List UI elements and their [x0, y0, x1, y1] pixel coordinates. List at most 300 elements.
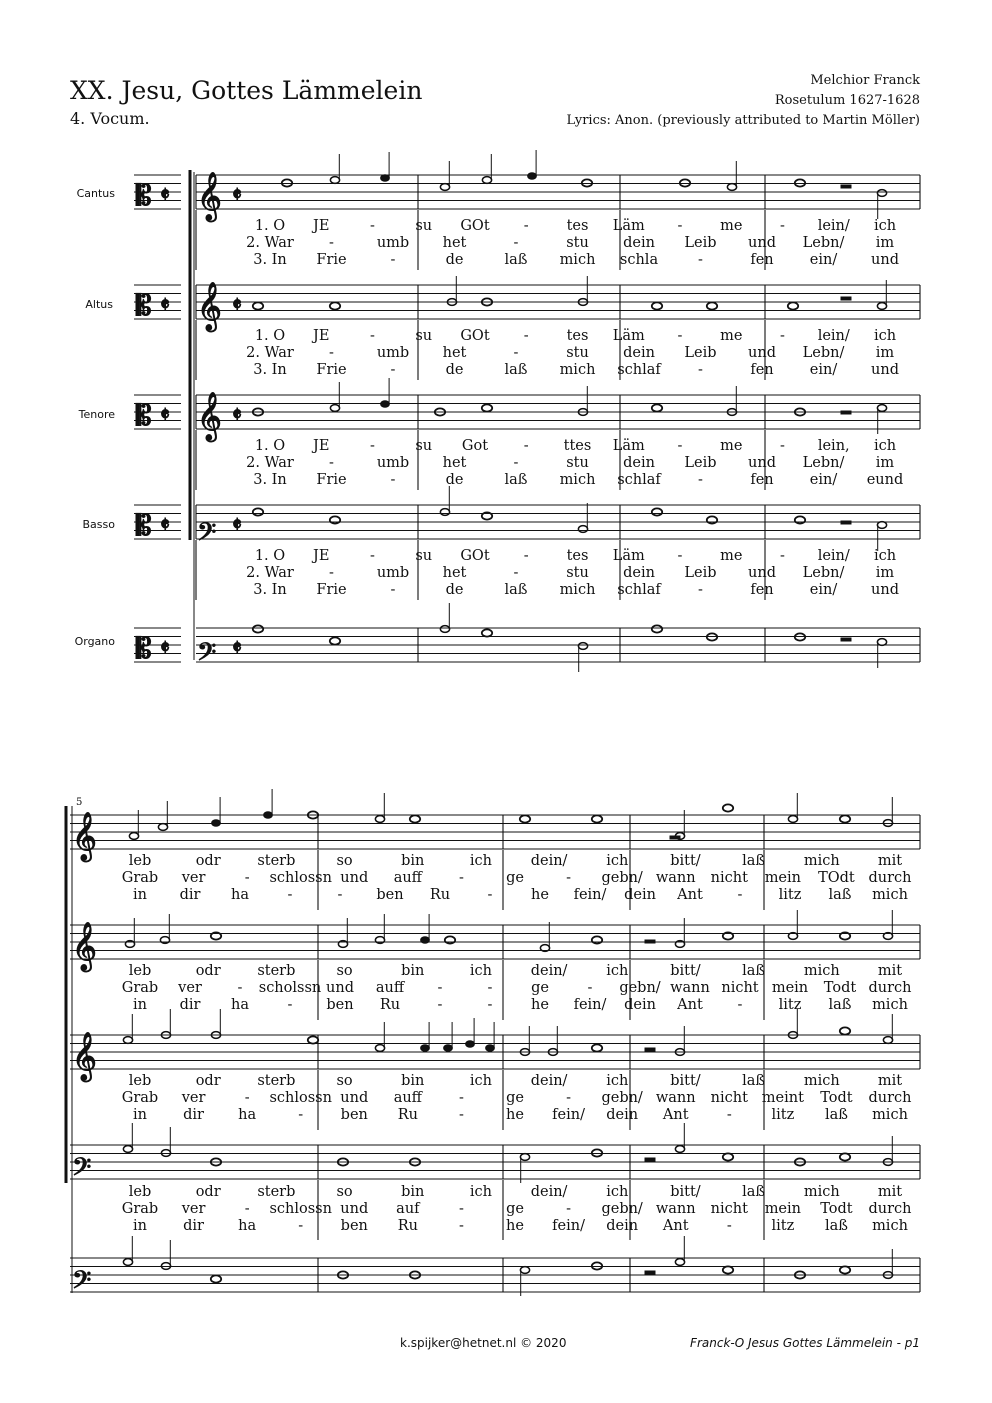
sys2-tenore-syllable: dein — [606, 1107, 639, 1123]
half-note — [129, 833, 138, 840]
sys1-basso-syllable: - — [390, 582, 396, 598]
whole-note — [482, 404, 492, 411]
whole-note — [592, 815, 602, 822]
sys2-tenore-syllable: meint — [761, 1090, 804, 1106]
sys2-altus-syllable: laß — [742, 963, 766, 979]
half-note — [877, 303, 886, 310]
sys2-altus-syllable: sterb — [257, 963, 296, 979]
sys1-basso-syllable: ein/ — [809, 582, 838, 598]
sys2-basso-syllable: gebn/ — [601, 1201, 643, 1217]
sys1-basso-syllable: - — [513, 565, 519, 581]
sys1-altus-syllable: stu — [566, 345, 589, 361]
whole-note — [707, 302, 717, 309]
sys2-altus-syllable: ver — [178, 980, 202, 996]
sys1-altus-syllable: 1. O — [254, 328, 286, 344]
sys2-altus-syllable: nicht — [721, 980, 759, 996]
whole-note — [520, 815, 530, 822]
whole-note — [795, 179, 805, 186]
sys2-tenore-syllable: - — [726, 1107, 732, 1123]
sys1-basso-syllable: - — [780, 548, 785, 564]
sys2-cantus-syllable: - — [287, 887, 293, 903]
sys2-cantus-syllable: - — [487, 887, 493, 903]
sys2-altus-syllable: litz — [778, 997, 802, 1013]
rest — [841, 185, 851, 188]
composer-credit: Melchior Franck — [810, 73, 920, 88]
sys2-cantus-syllable: leb — [128, 853, 152, 869]
sys1-cantus-syllable: me — [720, 218, 743, 234]
sys2-altus-syllable: odr — [195, 963, 221, 979]
sys2-altus-syllable: in — [133, 997, 147, 1013]
half-note — [440, 184, 449, 191]
sys2-basso-syllable: so — [336, 1184, 353, 1200]
sys1-tenore-syllable: - — [677, 438, 683, 454]
sys1-basso-syllable: mich — [559, 582, 596, 598]
half-note — [375, 816, 384, 823]
sys2-cantus-syllable: dein — [624, 887, 656, 903]
sys2-tenore-syllable: und — [340, 1090, 369, 1106]
sys2-tenore-syllable: so — [336, 1073, 353, 1089]
whole-note — [592, 1149, 602, 1156]
sys2-basso-syllable: fein/ — [552, 1218, 585, 1234]
sys1-basso-syllable: 1. O — [254, 548, 286, 564]
sys2-tenore-syllable: ha — [238, 1107, 257, 1123]
sys2-tenore-syllable: Ru — [397, 1107, 418, 1123]
time-signature-icon: 𝄵 — [160, 293, 170, 318]
sys1-tenore-syllable: 2. War — [246, 455, 294, 471]
sys1-tenore-syllable: im — [875, 455, 895, 471]
sys1-altus-syllable: Lebn/ — [802, 345, 845, 361]
sys2-basso-syllable: ich — [606, 1184, 629, 1200]
sys2-basso-syllable: mein — [764, 1201, 802, 1217]
sys1-altus-syllable: lein/ — [817, 328, 850, 344]
sys2-cantus-syllable: auff — [393, 870, 423, 886]
sys2-altus-syllable: - — [487, 997, 493, 1013]
sys2-tenore-syllable: - — [244, 1090, 250, 1106]
sys2-basso-syllable: leb — [128, 1184, 152, 1200]
sys1-altus-syllable: 3. In — [253, 362, 287, 378]
whole-note — [840, 1027, 850, 1034]
sys2-basso-syllable: - — [244, 1201, 250, 1217]
measure-number: 5 — [76, 797, 83, 808]
sys2-basso-syllable: ben — [340, 1218, 368, 1234]
sys1-cantus-syllable: Lebn/ — [802, 235, 845, 251]
sys2-altus-syllable: - — [487, 980, 493, 996]
sys2-basso-syllable: dein — [606, 1218, 639, 1234]
sys2-altus-syllable: - — [437, 997, 443, 1013]
sys2-tenore-syllable: he — [506, 1107, 524, 1123]
sys2-cantus-syllable: durch — [868, 870, 912, 886]
half-note — [440, 626, 449, 633]
sys2-basso-syllable: ha — [238, 1218, 257, 1234]
sys2-altus-syllable: mit — [877, 963, 903, 979]
treble-clef-icon: 𝄞 — [72, 811, 97, 860]
sys2-tenore-syllable: fein/ — [552, 1107, 585, 1123]
source-credit: Rosetulum 1627-1628 — [774, 93, 920, 108]
sys1-tenore-syllable: - — [370, 438, 375, 454]
sys2-basso-syllable: Ant — [662, 1218, 689, 1234]
sys2-basso-syllable: ge — [506, 1201, 524, 1217]
whole-note — [482, 629, 492, 636]
sys1-tenore-syllable: JE — [313, 438, 330, 454]
sys1-altus-syllable: fen — [750, 362, 774, 378]
bass-clef-icon: 𝄢 — [197, 638, 217, 673]
whole-note — [840, 815, 850, 822]
voice-label-cantus: Cantus — [76, 187, 115, 200]
sys1-cantus-syllable: tes — [566, 218, 589, 234]
page-title: XX. Jesu, Gottes Lämmelein — [70, 76, 423, 105]
quarter-note — [381, 401, 390, 408]
sys1-tenore-syllable: dein — [623, 455, 655, 471]
sys2-cantus-syllable: laß — [742, 853, 766, 869]
whole-note — [592, 1262, 602, 1269]
sys1-altus-syllable: umb — [376, 345, 410, 361]
sys2-basso-syllable: auf — [396, 1201, 420, 1217]
footer-page-label: Franck-O Jesus Gottes Lämmelein - p1 — [690, 1336, 920, 1350]
rest — [645, 1158, 655, 1161]
time-signature-icon: 𝄵 — [232, 403, 242, 428]
sys2-altus-syllable: und — [326, 980, 354, 996]
sys1-altus-syllable: JE — [313, 328, 330, 344]
sys1-tenore-syllable: Leib — [684, 455, 717, 471]
treble-clef-icon: 𝄞 — [197, 171, 222, 220]
half-note — [161, 1150, 170, 1157]
sys1-basso-syllable: tes — [566, 548, 589, 564]
sys1-tenore-syllable: Lebn/ — [802, 455, 845, 471]
sys1-basso-syllable: Lebn/ — [802, 565, 845, 581]
sys1-altus-syllable: Läm — [612, 328, 645, 344]
sys1-cantus-syllable: het — [442, 235, 467, 251]
sys1-altus-syllable: - — [513, 345, 519, 361]
sys1-tenore-syllable: 3. In — [253, 472, 287, 488]
treble-clef-icon: 𝄞 — [72, 921, 97, 970]
sys2-cantus-syllable: ich — [469, 853, 492, 869]
whole-note — [788, 302, 798, 309]
sys2-tenore-syllable: ben — [340, 1107, 368, 1123]
sys1-basso-syllable: im — [875, 565, 895, 581]
half-note — [883, 1037, 892, 1044]
sys1-basso-syllable: het — [442, 565, 467, 581]
sys2-cantus-syllable: Grab — [121, 870, 159, 886]
sys2-cantus-syllable: ge — [506, 870, 524, 886]
time-signature-icon: 𝄵 — [160, 513, 170, 538]
sys2-altus-syllable: laß — [828, 997, 852, 1013]
sys1-tenore-syllable: me — [720, 438, 743, 454]
whole-note — [707, 516, 717, 523]
sys2-cantus-syllable: laß — [828, 887, 852, 903]
sys1-tenore-syllable: umb — [376, 455, 410, 471]
sys2-basso-syllable: mit — [877, 1184, 903, 1200]
sys1-tenore-syllable: - — [390, 472, 396, 488]
sys2-tenore-syllable: mich — [872, 1107, 908, 1123]
sys1-cantus-syllable: - — [513, 235, 519, 251]
sys1-tenore-syllable: schlaf — [617, 472, 661, 488]
sys1-tenore-syllable: lein, — [817, 438, 850, 454]
treble-clef-icon: 𝄞 — [197, 391, 222, 440]
sys2-basso-syllable: Ru — [397, 1218, 418, 1234]
sys2-tenore-syllable: schlossn — [269, 1090, 332, 1106]
sys1-altus-syllable: ich — [873, 328, 897, 344]
sys1-tenore-syllable: ein/ — [809, 472, 838, 488]
sys2-tenore-syllable: - — [566, 1090, 572, 1106]
sys2-basso-syllable: ich — [469, 1184, 492, 1200]
quarter-note — [381, 175, 390, 182]
half-note — [727, 184, 736, 191]
sys1-basso-syllable: de — [445, 582, 464, 598]
sys2-altus-syllable: Ru — [379, 997, 401, 1013]
sys2-tenore-syllable: - — [458, 1090, 464, 1106]
sys1-tenore-syllable: - — [523, 438, 529, 454]
sys2-tenore-syllable: auff — [393, 1090, 423, 1106]
sys2-basso-syllable: laß — [824, 1218, 848, 1234]
whole-note — [282, 179, 292, 186]
sys2-tenore-syllable: gebn/ — [601, 1090, 643, 1106]
half-note — [123, 1146, 132, 1153]
sys2-altus-syllable: ha — [231, 997, 249, 1013]
sys2-tenore-syllable: durch — [868, 1090, 912, 1106]
sys1-cantus-syllable: JE — [313, 218, 330, 234]
sys2-altus-syllable: he — [531, 997, 549, 1013]
sys2-cantus-syllable: dir — [179, 887, 201, 903]
sys1-cantus-syllable: und — [871, 252, 899, 268]
whole-note — [582, 179, 592, 186]
page-subtitle: 4. Vocum. — [70, 109, 150, 128]
sys1-basso-syllable: Frie — [316, 582, 347, 598]
sys1-basso-syllable: lein/ — [817, 548, 850, 564]
sys2-altus-syllable: ge — [531, 980, 549, 996]
half-note — [440, 509, 449, 516]
sys1-basso-syllable: umb — [376, 565, 410, 581]
sys2-altus-syllable: dein/ — [530, 963, 568, 979]
quarter-note — [421, 937, 430, 944]
lyricist-credit: Lyrics: Anon. (previously attributed to Martin Möller) — [566, 113, 920, 128]
sys2-tenore-syllable: ich — [606, 1073, 629, 1089]
sys1-basso-syllable: - — [329, 565, 334, 581]
sys1-altus-syllable: tes — [566, 328, 589, 344]
sys2-cantus-syllable: und — [340, 870, 369, 886]
rest — [841, 521, 851, 524]
sys2-basso-syllable: dein/ — [530, 1184, 568, 1200]
sys2-tenore-syllable: ich — [469, 1073, 492, 1089]
sys2-altus-syllable: Todt — [823, 980, 857, 996]
sys2-cantus-syllable: sterb — [257, 853, 296, 869]
rest — [645, 1271, 655, 1274]
whole-note — [652, 302, 662, 309]
sys2-altus-syllable: Ant — [677, 997, 703, 1013]
sys1-altus-syllable: GOt — [460, 328, 490, 344]
sys1-cantus-syllable: und — [748, 235, 776, 251]
sys2-cantus-syllable: mein — [764, 870, 802, 886]
sys2-altus-syllable: - — [587, 980, 593, 996]
sys2-altus-syllable: ich — [469, 963, 492, 979]
sys1-cantus-syllable: - — [780, 218, 785, 234]
sys2-altus-syllable: ben — [326, 997, 354, 1013]
sys1-altus-syllable: Frie — [316, 362, 347, 378]
sys2-tenore-syllable: leb — [128, 1073, 152, 1089]
sys2-tenore-syllable: odr — [195, 1073, 221, 1089]
sys1-altus-syllable: de — [445, 362, 464, 378]
rest — [645, 940, 655, 943]
sys2-cantus-syllable: ich — [606, 853, 629, 869]
sys2-cantus-syllable: nicht — [710, 870, 748, 886]
sys2-cantus-syllable: he — [531, 887, 549, 903]
voice-label-tenore: Tenore — [78, 408, 115, 421]
sys2-tenore-syllable: Ant — [662, 1107, 689, 1123]
half-note — [520, 1267, 529, 1274]
quarter-note — [444, 1045, 453, 1052]
sys2-cantus-syllable: - — [244, 870, 250, 886]
sys2-basso-syllable: litz — [771, 1218, 795, 1234]
sys2-altus-syllable: ich — [606, 963, 629, 979]
sys1-cantus-syllable: fen — [750, 252, 774, 268]
sys1-tenore-syllable: und — [748, 455, 776, 471]
bass-clef-icon: 𝄢 — [197, 518, 217, 553]
sys2-tenore-syllable: - — [458, 1107, 464, 1123]
time-signature-icon: 𝄵 — [160, 183, 170, 208]
voice-label-organo: Organo — [74, 635, 115, 648]
sys2-tenore-syllable: laß — [824, 1107, 848, 1123]
sys1-altus-syllable: Leib — [684, 345, 717, 361]
sys2-basso-syllable: laß — [742, 1184, 766, 1200]
sys2-basso-syllable: mich — [872, 1218, 908, 1234]
sys2-basso-syllable: Grab — [121, 1201, 159, 1217]
rest — [841, 638, 851, 641]
sys1-tenore-syllable: su — [415, 438, 433, 454]
sys2-altus-syllable: - — [437, 980, 443, 996]
c-clef-icon: 𝄡 — [136, 289, 152, 322]
sys2-basso-syllable: - — [566, 1201, 572, 1217]
sys2-cantus-syllable: wann — [655, 870, 696, 886]
staves — [66, 150, 920, 1296]
whole-note — [410, 815, 420, 822]
quarter-note — [212, 820, 221, 827]
sys1-basso-syllable: - — [370, 548, 375, 564]
sys1-tenore-syllable: fen — [750, 472, 774, 488]
bass-clef-icon: 𝄢 — [72, 1266, 92, 1301]
whole-note — [330, 637, 340, 644]
sys2-tenore-syllable: - — [298, 1107, 304, 1123]
time-signature-icon: 𝄵 — [232, 183, 242, 208]
sys1-cantus-syllable: - — [329, 235, 334, 251]
sys1-tenore-syllable: stu — [566, 455, 589, 471]
sys2-cantus-syllable: ben — [376, 887, 404, 903]
sys2-cantus-syllable: - — [566, 870, 572, 886]
half-note — [788, 816, 797, 823]
sys1-tenore-syllable: Got — [461, 438, 489, 454]
treble-clef-icon: 𝄞 — [197, 281, 222, 330]
sys2-basso-syllable: in — [133, 1218, 147, 1234]
sys1-tenore-syllable: - — [780, 438, 785, 454]
sys2-basso-syllable: he — [506, 1218, 524, 1234]
sys1-tenore-syllable: laß — [504, 472, 528, 488]
half-note — [158, 824, 167, 831]
sys1-tenore-syllable: - — [329, 455, 334, 471]
half-note — [330, 177, 339, 184]
sys2-altus-syllable: fein/ — [573, 997, 607, 1013]
sys1-tenore-syllable: mich — [559, 472, 596, 488]
sys1-cantus-syllable: - — [390, 252, 396, 268]
sys1-tenore-syllable: - — [698, 472, 703, 488]
sys2-altus-syllable: so — [336, 963, 353, 979]
sys1-basso-syllable: und — [748, 565, 776, 581]
sys2-altus-syllable: wann — [670, 980, 710, 996]
sys2-tenore-syllable: ge — [506, 1090, 524, 1106]
sys1-altus-syllable: su — [415, 328, 433, 344]
time-signature-icon: 𝄵 — [232, 513, 242, 538]
sys1-altus-syllable: - — [370, 328, 375, 344]
sys1-basso-syllable: und — [871, 582, 899, 598]
sys2-tenore-syllable: dein/ — [530, 1073, 568, 1089]
half-note — [161, 1263, 170, 1270]
sys2-basso-syllable: odr — [195, 1184, 221, 1200]
sys1-cantus-syllable: Läm — [612, 218, 645, 234]
whole-note — [795, 633, 805, 640]
whole-note — [253, 625, 263, 632]
sys2-altus-syllable: scholssn — [258, 980, 322, 996]
sys1-altus-syllable: me — [720, 328, 743, 344]
c-clef-icon: 𝄡 — [136, 509, 152, 542]
half-note — [330, 405, 339, 412]
sys1-tenore-syllable: Frie — [316, 472, 347, 488]
sys2-cantus-syllable: fein/ — [573, 887, 607, 903]
sys2-cantus-syllable: dein/ — [530, 853, 568, 869]
sys2-cantus-syllable: ver — [181, 870, 206, 886]
whole-note — [330, 302, 340, 309]
sys1-basso-syllable: Läm — [612, 548, 645, 564]
sys1-altus-syllable: het — [442, 345, 467, 361]
sys1-altus-syllable: und — [748, 345, 776, 361]
whole-note — [795, 516, 805, 523]
sys2-cantus-syllable: mich — [803, 853, 840, 869]
sys1-altus-syllable: 2. War — [246, 345, 294, 361]
sys2-altus-syllable: leb — [128, 963, 152, 979]
sys2-cantus-syllable: - — [737, 887, 743, 903]
sys2-tenore-syllable: dir — [183, 1107, 205, 1123]
sys2-altus-syllable: bitt/ — [670, 963, 701, 979]
sys2-basso-syllable: - — [298, 1218, 304, 1234]
quarter-note — [466, 1041, 475, 1048]
sys2-cantus-syllable: bitt/ — [670, 853, 701, 869]
rest — [841, 297, 851, 300]
sys1-altus-syllable: mich — [559, 362, 596, 378]
half-note — [123, 1037, 132, 1044]
whole-note — [652, 404, 662, 411]
c-clef-icon: 𝄡 — [136, 632, 152, 665]
sys2-basso-syllable: schlossn — [269, 1201, 332, 1217]
quarter-note — [264, 812, 273, 819]
half-note — [877, 522, 886, 529]
voice-label-basso: Basso — [82, 518, 115, 531]
sys1-tenore-syllable: de — [445, 472, 464, 488]
sys2-altus-syllable: mich — [872, 997, 908, 1013]
sys2-cantus-syllable: gebn/ — [601, 870, 643, 886]
sys2-cantus-syllable: mit — [877, 853, 903, 869]
sys1-basso-syllable: - — [698, 582, 703, 598]
sys2-cantus-syllable: ha — [231, 887, 249, 903]
sys1-altus-syllable: - — [698, 362, 703, 378]
half-note — [375, 1045, 384, 1052]
sys2-tenore-syllable: sterb — [257, 1073, 296, 1089]
sys2-altus-syllable: - — [737, 997, 743, 1013]
sys1-basso-syllable: fen — [750, 582, 774, 598]
sys1-tenore-syllable: het — [442, 455, 467, 471]
sys1-cantus-syllable: umb — [376, 235, 410, 251]
sys2-cantus-syllable: Ant — [677, 887, 703, 903]
sys2-basso-syllable: - — [726, 1218, 732, 1234]
sys2-cantus-syllable: - — [337, 887, 343, 903]
sys2-basso-syllable: wann — [655, 1201, 696, 1217]
sys1-cantus-syllable: ich — [873, 218, 897, 234]
sys2-altus-syllable: dein — [624, 997, 656, 1013]
